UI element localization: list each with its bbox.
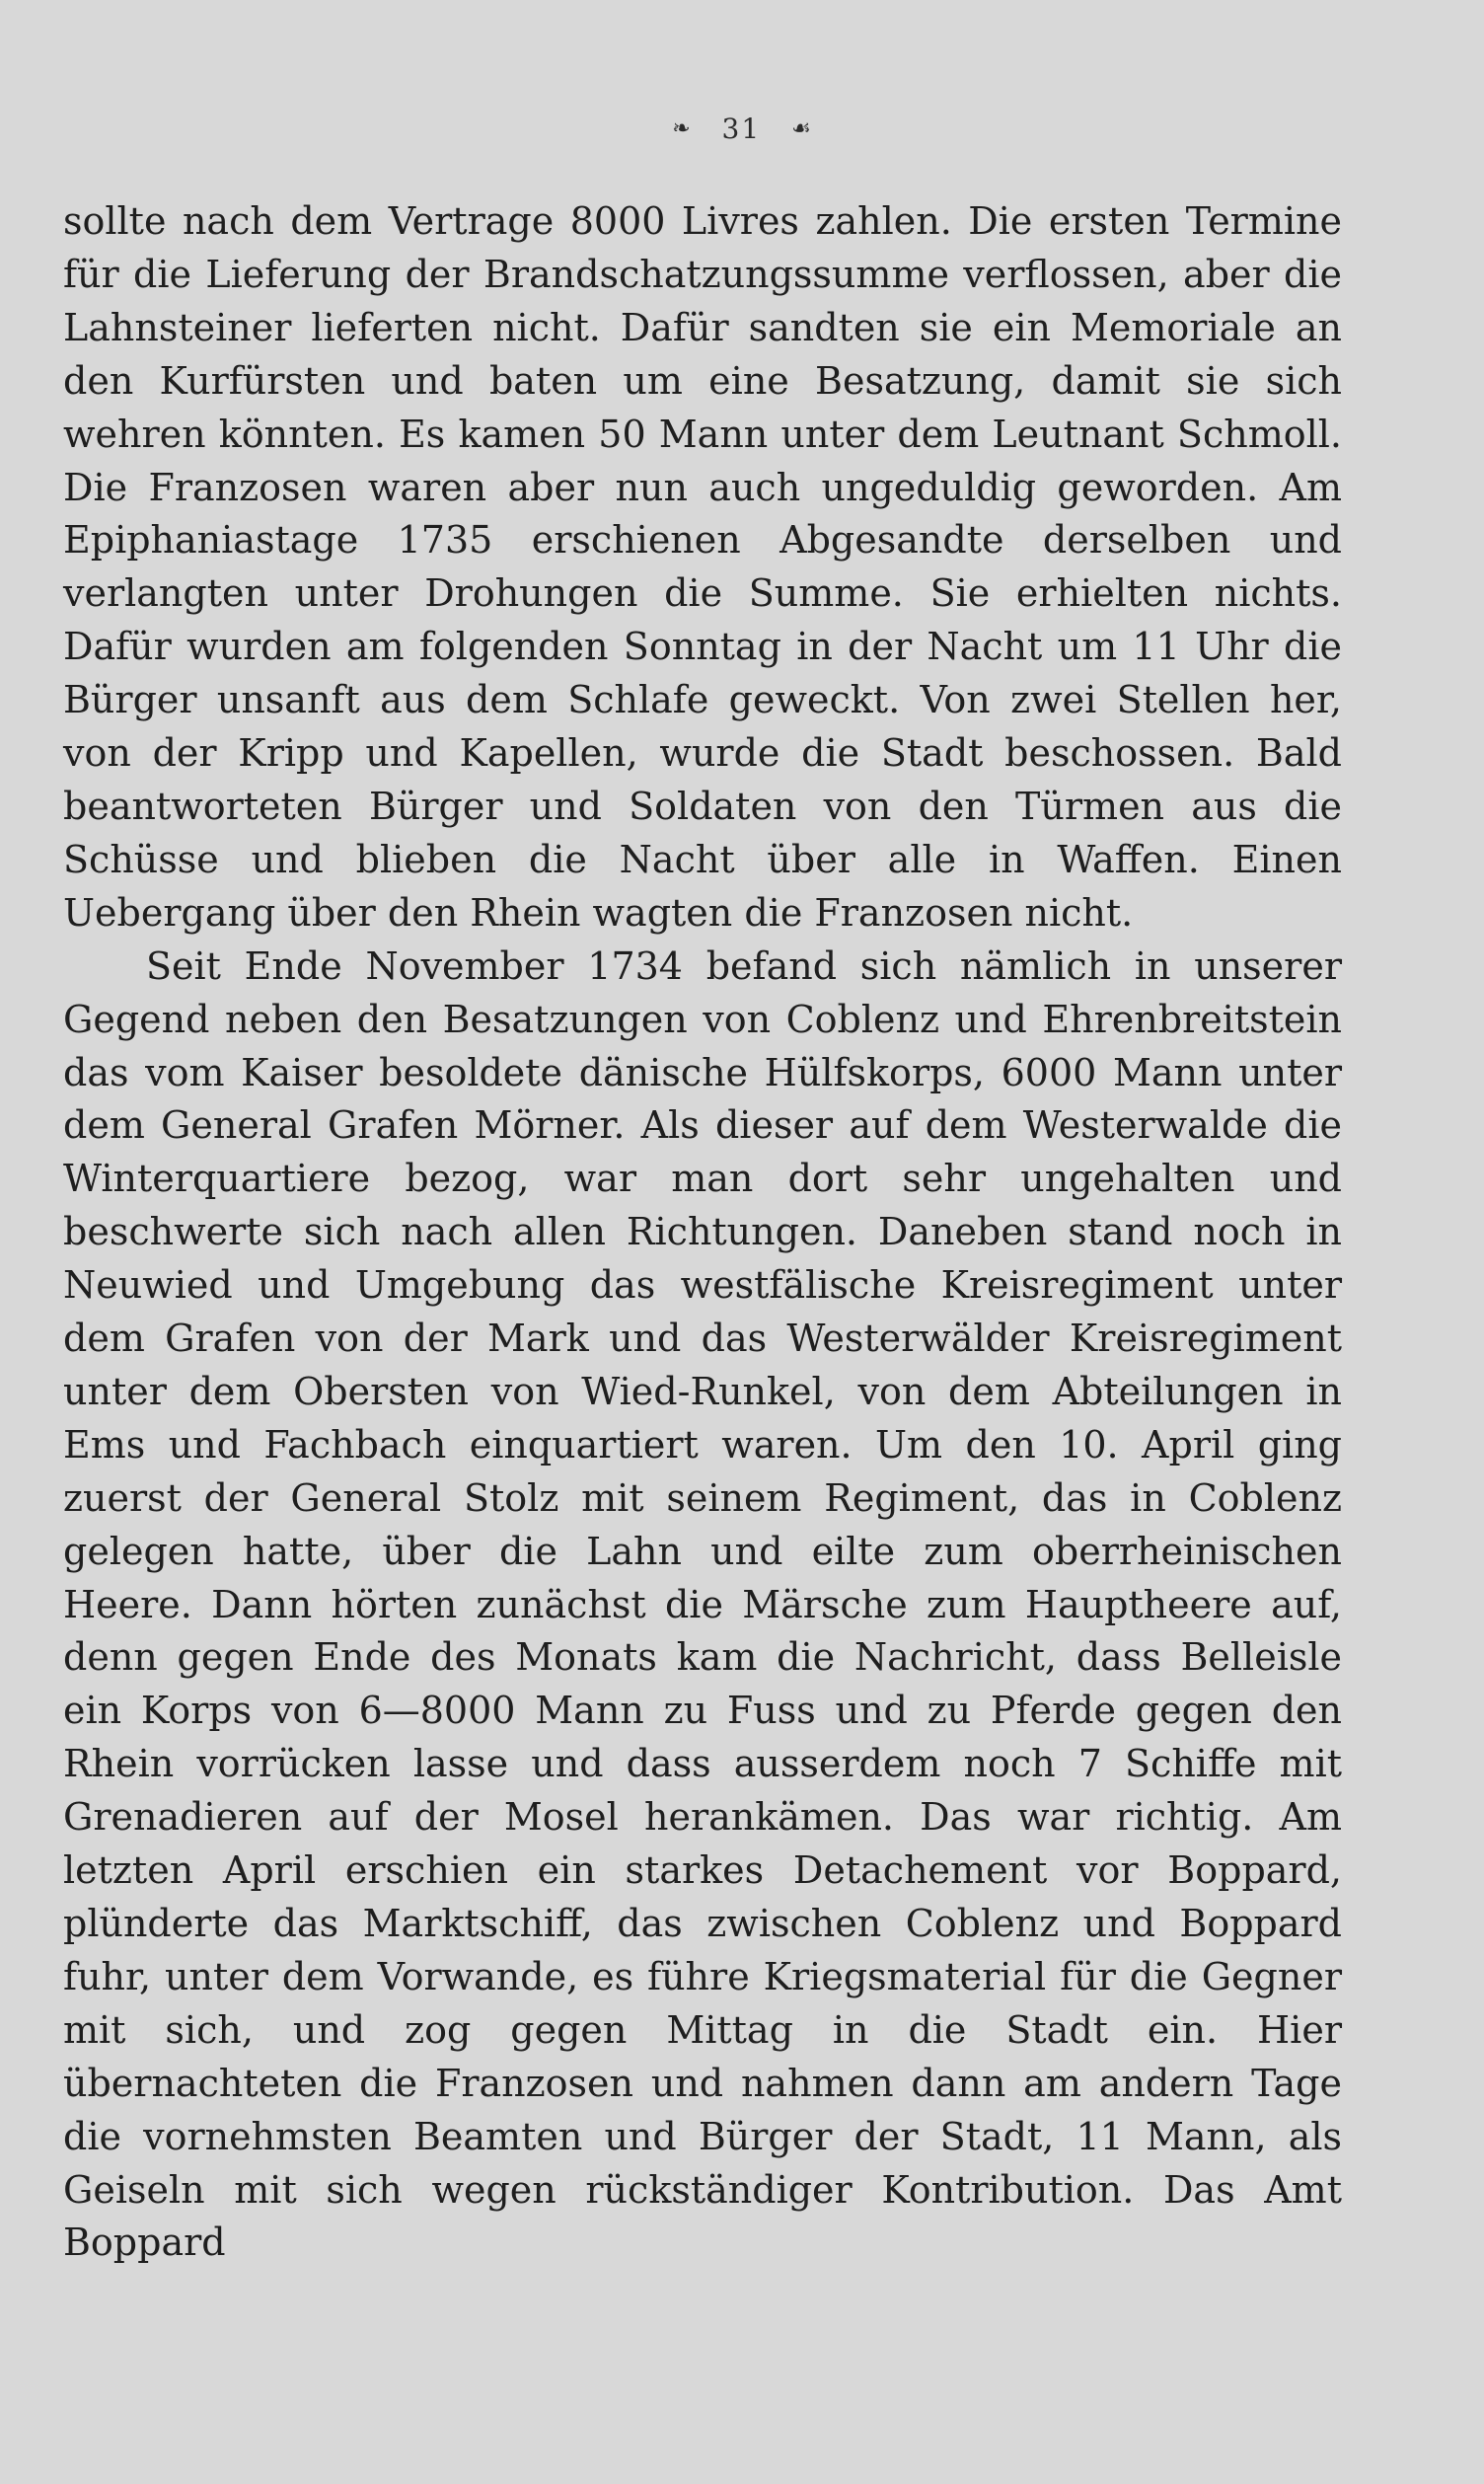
left-ornament: ❧ — [672, 116, 692, 141]
page-number: 31 — [721, 113, 762, 145]
page-header — [0, 111, 1484, 145]
body-text — [63, 195, 1342, 2270]
paragraph-2: Seit Ende November 1734 befand sich nämlich in unserer Gegend neben den Besatzungen von Coblenz und Ehrenbreitstein das vom Kaiser besoldete dänische Hülfskorps, 6000 Mann unter dem General Grafen Mörner. Als dieser auf dem Westerwalde die Winterquartiere bezog, war man dort sehr ungehalten und beschwerte sich nach allen Richtungen. Daneben stand noch in Neuwied und Umgebung das westfälische Kreisregiment unter dem Grafen von der Mark und das Westerwälder Kreisregiment unter dem Obersten von Wied-Runkel, von dem Abteilungen in Ems und Fachbach einquartiert waren. Um den 10. April ging zuerst der General Stolz mit seinem Regiment, das in Coblenz gelegen hatte, über die Lahn und eilte zum oberrheinischen Heere. Dann hörten zunächst die Märsche zum Hauptheere auf, denn gegen Ende des Monats kam die Nachricht, dass Belleisle ein Korps von 6—8000 Mann zu Fuss und zu Pferde gegen den Rhein vorrücken lasse und dass ausserdem noch 7 Schiffe mit Grenadieren auf der Mosel herankämen. Das war richtig. Am letzten April erschien ein starkes Detachement vor Boppard, plünderte das Marktschiff, das zwischen Coblenz und Boppard fuhr, unter dem Vorwande, es führe Kriegsmaterial für die Gegner mit sich, und zog gegen Mittag in die Stadt ein. Hier übernachteten die Franzosen und nahmen dann am andern Tage die vornehmsten Beamten und Bürger der Stadt, 11 Mann, als Geiseln mit sich wegen rückständiger Kontribution. Das Amt Boppard — [63, 943, 1342, 2265]
paragraph-1: sollte nach dem Vertrage 8000 Livres zahlen. Die ersten Termine für die Lieferung der Brandschatzungssumme verflossen, aber die Lahnsteiner lieferten nicht. Dafür sandten sie ein Memoriale an den Kurfürsten und baten um eine Besatzung, damit sie sich wehren könnten. Es kamen 50 Mann unter dem Leutnant Schmoll. Die Franzosen waren aber nun auch ungeduldig geworden. Am Epiphaniastage 1735 erschienen Abgesandte derselben und verlangten unter Drohungen die Summe. Sie erhielten nichts. Dafür wurden am folgenden Sonntag in der Nacht um 11 Uhr die Bürger unsanft aus dem Schlafe geweckt. Von zwei Stellen her, von der Kripp und Kapellen, wurde die Stadt beschossen. Bald beantworteten Bürger und Soldaten von den Türmen aus die Schüsse und blieben die Nacht über alle in Waffen. Einen Uebergang über den Rhein wagten die Franzosen nicht. — [63, 199, 1342, 935]
right-ornament: ☙ — [791, 116, 812, 141]
